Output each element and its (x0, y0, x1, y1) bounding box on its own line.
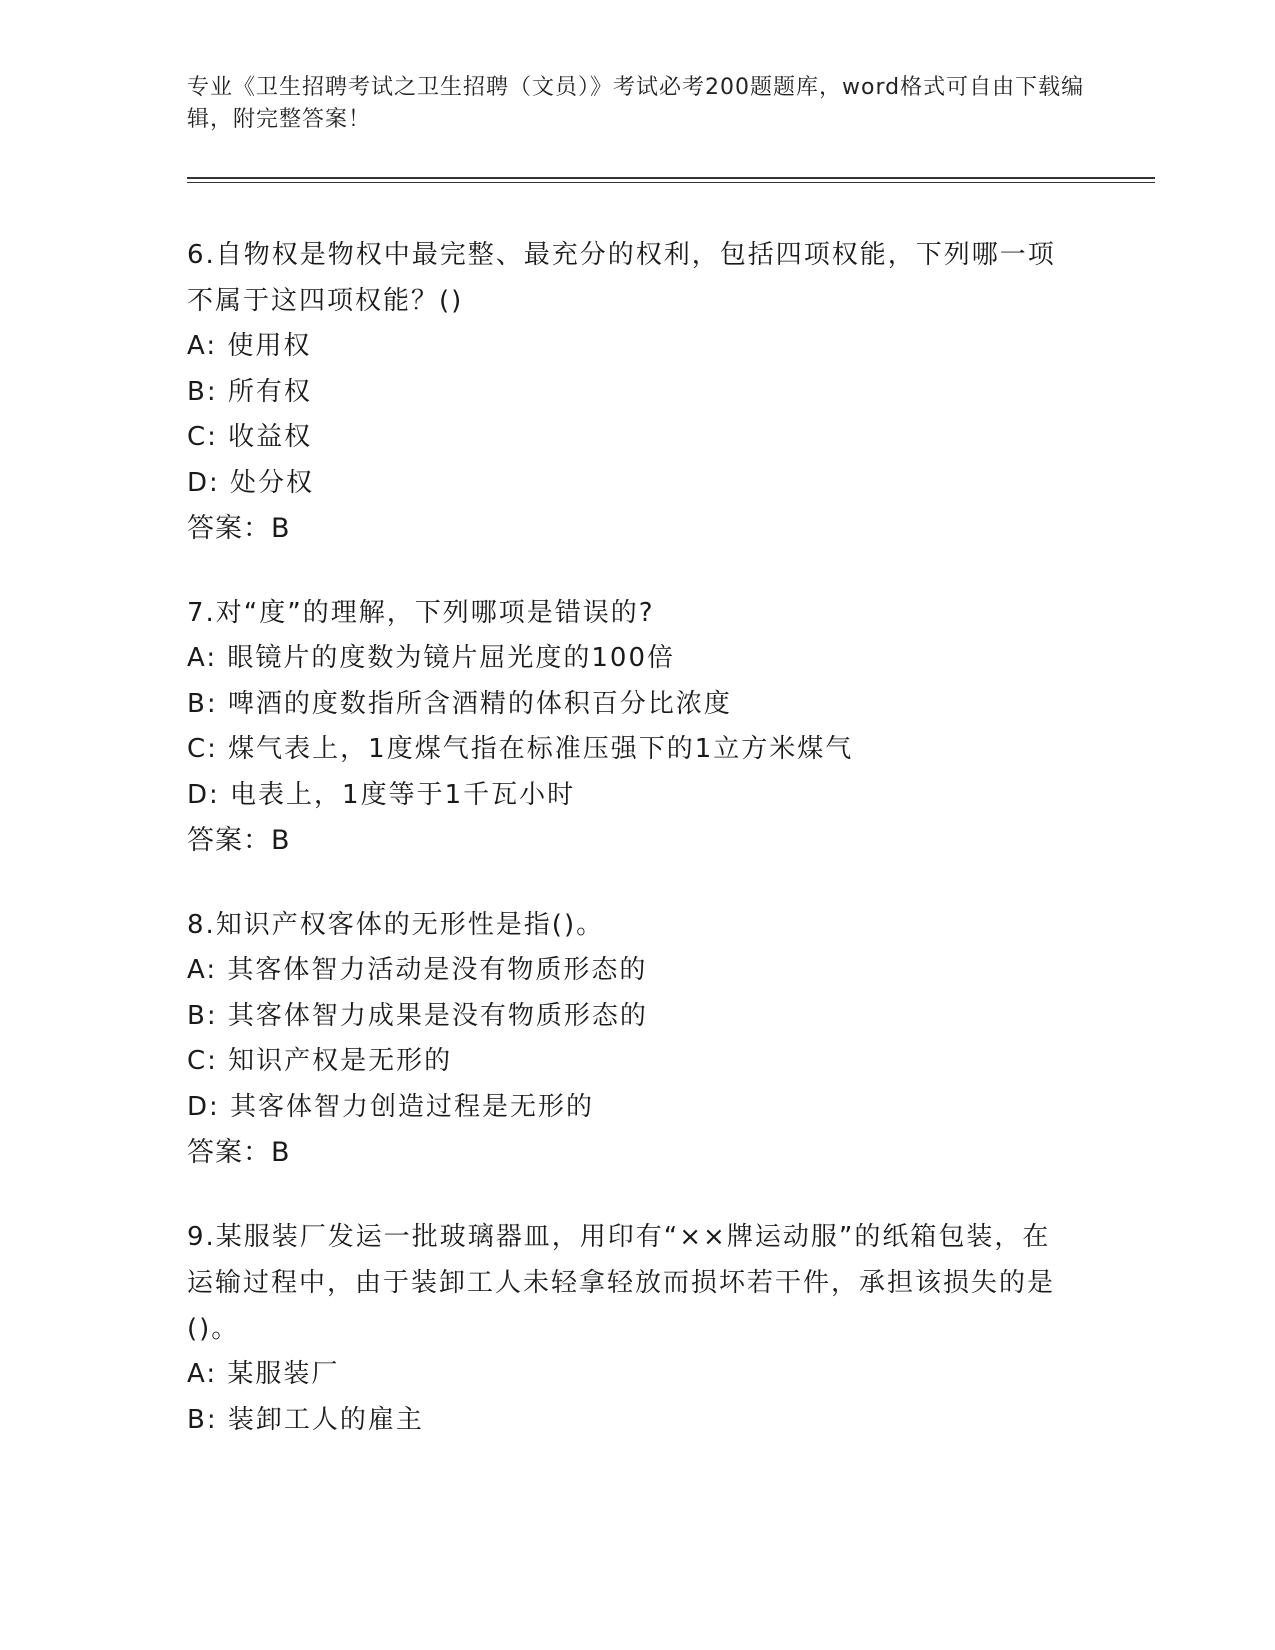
option-a: A: 某服装厂 (187, 1359, 340, 1389)
question-8 (187, 902, 1067, 1176)
option-c: C: 知识产权是无形的 (187, 1046, 453, 1076)
question-7 (187, 590, 1067, 864)
option-a: A: 使用权 (187, 331, 312, 361)
answer-label: 答案：B (187, 1137, 291, 1168)
header-divider-thin (187, 182, 1155, 183)
question-text: 7.对“度”的理解，下列哪项是错误的? (187, 598, 655, 628)
question-text: 6.自物权是物权中最完整、最充分的权利，包括四项权能，下列哪一项不属于这四项权能？() (187, 240, 1056, 316)
option-b: B: 其客体智力成果是没有物质形态的 (187, 1000, 648, 1031)
option-a: A: 其客体智力活动是没有物质形态的 (187, 955, 648, 985)
option-b: B: 所有权 (187, 376, 312, 407)
question-text: 9.某服装厂发运一批玻璃器皿，用印有“××牌运动服”的纸箱包装，在运输过程中，由于装卸工人未轻拿轻放而损坏若干件，承担该损失的是()。 (187, 1222, 1056, 1344)
option-d: D: 其客体智力创造过程是无形的 (187, 1091, 595, 1122)
document-header: 专业《卫生招聘考试之卫生招聘（文员）》考试必考200题题库，word格式可自由下载编辑，附完整答案！ (187, 75, 1085, 132)
option-c: C: 煤气表上，1度煤气指在标准压强下的1立方米煤气 (187, 734, 854, 764)
answer-label: 答案：B (187, 825, 291, 856)
answer-label: 答案：B (187, 513, 291, 544)
question-6 (187, 232, 1067, 552)
option-d: D: 电表上，1度等于1千瓦小时 (187, 779, 576, 810)
question-text: 8.知识产权客体的无形性是指()。 (187, 910, 605, 940)
option-a: A: 眼镜片的度数为镜片屈光度的100倍 (187, 643, 675, 673)
question-list (187, 232, 1067, 1481)
header-divider (187, 177, 1155, 179)
question-9 (187, 1214, 1067, 1443)
option-b: B: 啤酒的度数指所含酒精的体积百分比浓度 (187, 688, 732, 719)
option-c: C: 收益权 (187, 422, 313, 452)
option-d: D: 处分权 (187, 467, 315, 498)
option-b: B: 装卸工人的雇主 (187, 1404, 424, 1435)
